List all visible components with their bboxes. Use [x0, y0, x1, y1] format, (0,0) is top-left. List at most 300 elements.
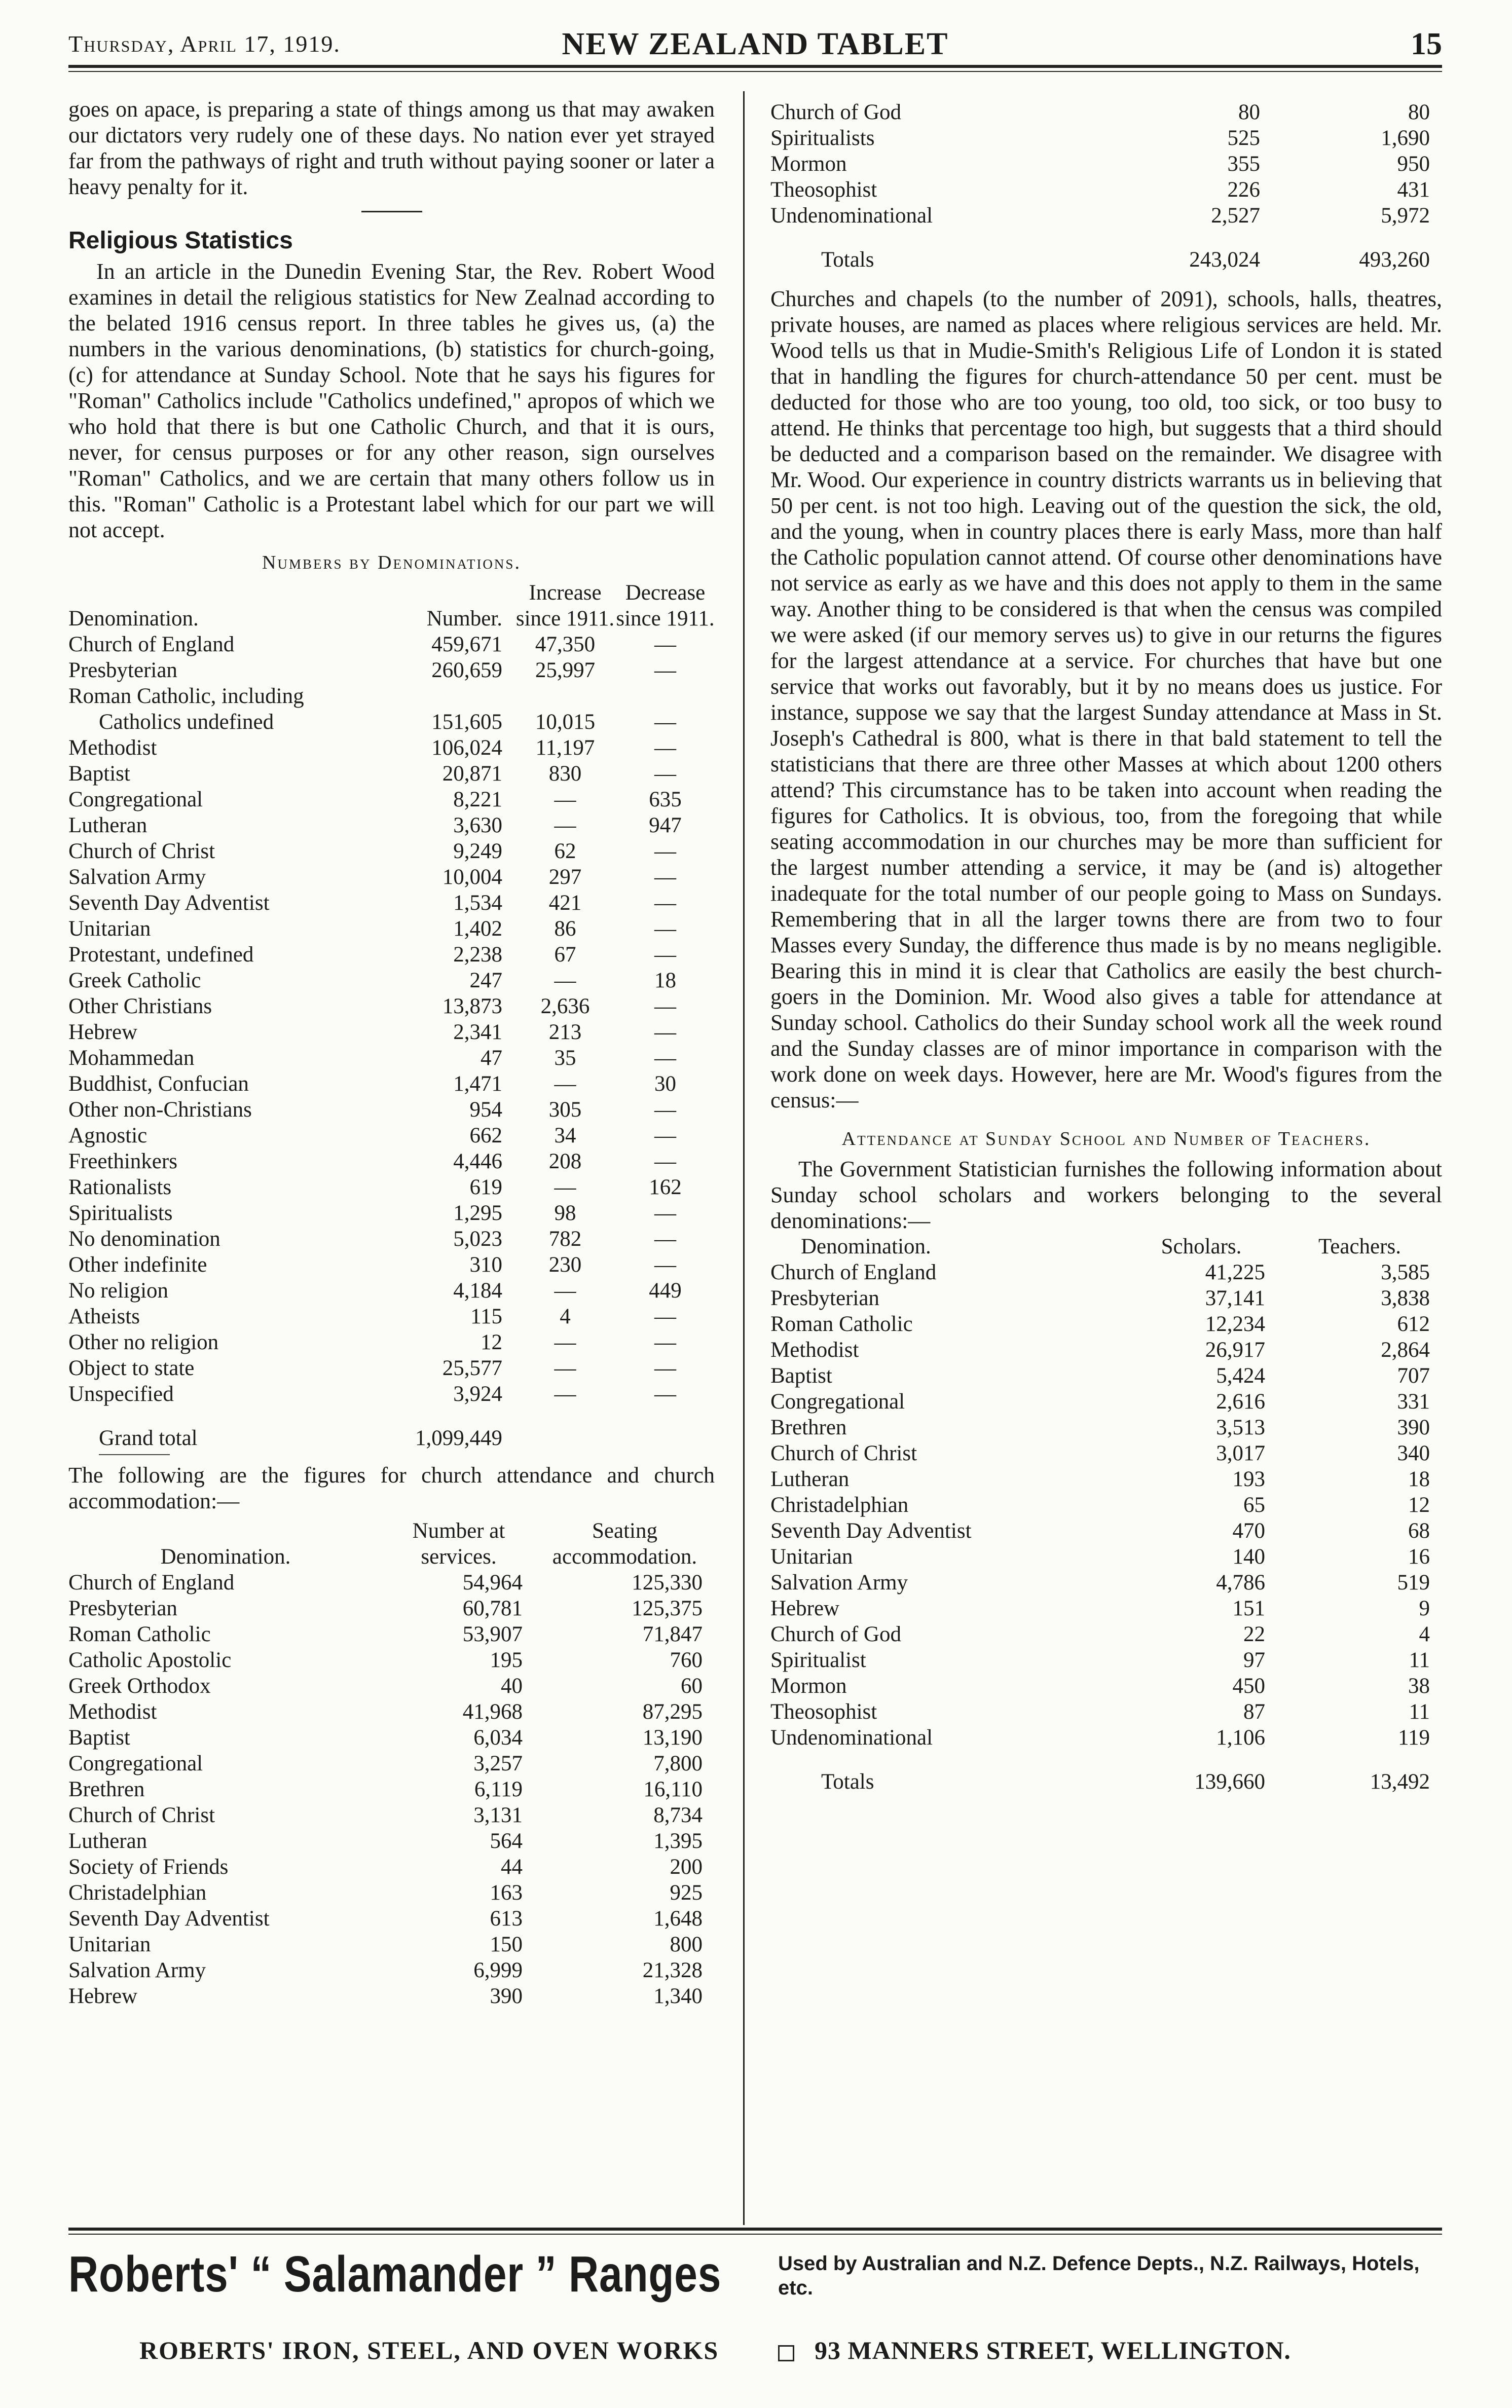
denomination-name: Salvation Army: [68, 1958, 206, 1982]
grand-total-value: 1,099,449: [415, 1426, 502, 1450]
decrease-value: 30: [654, 1072, 676, 1096]
advert-rule-top: [68, 2228, 1442, 2231]
decrease-value: —: [654, 1382, 676, 1406]
decrease-value: 162: [649, 1175, 682, 1199]
decrease-value: —: [654, 1305, 676, 1328]
decrease-value: —: [654, 1201, 676, 1225]
teachers-value: 11: [1409, 1648, 1430, 1672]
denomination-name: Church of God: [770, 1622, 901, 1646]
table-row: [68, 1647, 715, 1673]
denomination-number: 8,221: [453, 788, 502, 811]
decrease-value: —: [654, 710, 676, 734]
denomination-name: Seventh Day Adventist: [770, 1519, 972, 1543]
denomination-number: 1,534: [453, 891, 502, 915]
denomination-number: 5,023: [453, 1227, 502, 1251]
table-row: [770, 151, 1442, 177]
teachers-value: 612: [1397, 1312, 1430, 1336]
table-row: [68, 1019, 715, 1045]
section-divider: [361, 211, 422, 212]
teachers-value: 3,585: [1381, 1261, 1430, 1284]
increase-value: —: [554, 1356, 576, 1380]
denomination-name: Undenominational: [770, 204, 933, 228]
denomination-name: Seventh Day Adventist: [68, 1907, 270, 1931]
seating-value: 87,295: [642, 1700, 703, 1724]
services-value: 44: [501, 1855, 523, 1879]
denomination-name: Seventh Day Adventist: [68, 891, 270, 915]
denomination-number: 20,871: [442, 762, 502, 786]
table3-intro: The Government Statistician furnishes the following information about Sunday school scholars and workers belonging to the several denominations:—: [770, 1157, 1442, 1233]
scholars-value: 26,917: [1205, 1338, 1265, 1362]
scholars-value: 22: [1243, 1622, 1265, 1646]
increase-value: 208: [548, 1150, 582, 1173]
decrease-value: 947: [649, 813, 682, 837]
denomination-name: Greek Catholic: [68, 969, 201, 992]
decrease-value: —: [654, 1124, 676, 1147]
table-row: [68, 709, 715, 735]
services-value: 3,131: [473, 1803, 523, 1827]
seating-value: 8,734: [653, 1803, 703, 1827]
denomination-name: Brethren: [68, 1777, 145, 1801]
denomination-name: Hebrew: [68, 1020, 138, 1044]
table-row: [68, 1802, 715, 1828]
denomination-name: Undenominational: [770, 1726, 933, 1750]
denomination-name: Theosophist: [770, 178, 877, 202]
denomination-name: Freethinkers: [68, 1150, 177, 1173]
table-row: [68, 942, 715, 968]
right-column: [770, 99, 1442, 1795]
increase-value: 34: [554, 1124, 576, 1147]
scholars-value: 140: [1232, 1545, 1265, 1569]
table-row: [68, 657, 715, 683]
denomination-name: Roman Catholic: [770, 1312, 913, 1336]
seating-value: 71,847: [642, 1622, 703, 1646]
issue-date: Thursday, April 17, 1919.: [68, 31, 341, 57]
denomination-number: 1,471: [453, 1072, 502, 1096]
increase-value: 47,350: [535, 633, 596, 656]
denomination-number: 115: [470, 1305, 502, 1328]
increase-value: 62: [554, 839, 576, 863]
table-row: [68, 1200, 715, 1226]
denomination-name: Salvation Army: [770, 1571, 908, 1595]
denomination-name: Atheists: [68, 1305, 140, 1328]
scholars-value: 65: [1243, 1493, 1265, 1517]
services-value: 163: [490, 1881, 523, 1905]
header-rule: [68, 65, 1442, 68]
denomination-number: 12: [481, 1330, 502, 1354]
teachers-value: 4: [1419, 1622, 1430, 1646]
left-column: [68, 96, 715, 2009]
increase-value: 25,997: [535, 658, 596, 682]
services-value: 54,964: [462, 1571, 523, 1595]
teachers-value: 9: [1419, 1597, 1430, 1620]
services-value: 226: [1227, 178, 1260, 202]
teachers-value: 38: [1408, 1674, 1430, 1698]
table-row: [68, 1776, 715, 1802]
table-row: [770, 1544, 1442, 1570]
services-value: 40: [501, 1674, 523, 1698]
seating-value: 200: [670, 1855, 703, 1879]
denomination-name: Lutheran: [68, 813, 147, 837]
table2-intro: The following are the figures for church attendance and church accommodation:—: [68, 1463, 715, 1513]
table-row: [68, 1045, 715, 1071]
denomination-number: 1,402: [453, 917, 502, 941]
denomination-name: Other non-Christians: [68, 1098, 252, 1122]
increase-value: —: [554, 969, 576, 992]
denomination-number: 4,184: [453, 1279, 502, 1303]
denomination-number: [383, 683, 514, 709]
table-row: [770, 1699, 1442, 1725]
increase-value: —: [554, 1330, 576, 1354]
table3-caption: Attendance at Sunday School and Number of Teachers.: [841, 1128, 1371, 1150]
table-row: [68, 761, 715, 787]
denomination-name: Church of Christ: [68, 1803, 215, 1827]
scholars-value: 41,225: [1205, 1261, 1265, 1284]
services-value: 195: [490, 1648, 523, 1672]
increase-value: 10,015: [535, 710, 596, 734]
denomination-name: Unspecified: [68, 1382, 174, 1406]
col-header-services: Number at services.: [412, 1519, 505, 1569]
denomination-number: 954: [469, 1098, 502, 1122]
teachers-value: 340: [1397, 1441, 1430, 1465]
table-row: [68, 735, 715, 761]
col-header-denomination: Denomination.: [160, 1545, 291, 1569]
increase-value: —: [554, 1279, 576, 1303]
col-header-increase: Increase since 1911.: [515, 581, 615, 631]
table-row: [68, 1983, 715, 2009]
sunday-totals-scholars: 139,660: [1194, 1770, 1265, 1794]
attendance-table: [68, 1518, 715, 2009]
denomination-name: No denomination: [68, 1227, 220, 1251]
teachers-value: 119: [1398, 1726, 1430, 1750]
denomination-name: Hebrew: [770, 1597, 840, 1620]
decrease-value: —: [654, 1356, 676, 1380]
seating-value: 125,330: [632, 1571, 703, 1595]
denomination-name: Object to state: [68, 1356, 195, 1380]
increase-value: —: [554, 1072, 576, 1096]
col-header-denomination: Denomination.: [68, 607, 199, 631]
services-value: 613: [490, 1907, 523, 1931]
seating-value: 431: [1397, 178, 1430, 202]
seating-value: 21,328: [642, 1958, 703, 1982]
denomination-name: Rationalists: [68, 1175, 172, 1199]
seating-value: 925: [670, 1881, 703, 1905]
decrease-value: —: [654, 1227, 676, 1251]
seating-value: 16,110: [643, 1777, 703, 1801]
scholars-value: 3,017: [1216, 1441, 1265, 1465]
denomination-name: Lutheran: [68, 1829, 147, 1853]
increase-value: 297: [548, 865, 582, 889]
denomination-number: 47: [481, 1046, 502, 1070]
denomination-number: 1,295: [453, 1201, 502, 1225]
increase-value: —: [554, 1382, 576, 1406]
table-row: [68, 890, 715, 916]
decrease-value: —: [654, 633, 676, 656]
denomination-name: Methodist: [68, 1700, 157, 1724]
increase-value: 67: [554, 943, 576, 967]
services-value: 390: [490, 1984, 523, 2008]
increase-value: 213: [548, 1020, 582, 1044]
denomination-number: 3,924: [453, 1382, 502, 1406]
denomination-name: Spiritualists: [68, 1201, 173, 1225]
increase-value: 421: [548, 891, 582, 915]
attendance-totals-services: 243,024: [1189, 248, 1260, 272]
denomination-number: 4,446: [453, 1150, 502, 1173]
decrease-value: —: [654, 839, 676, 863]
services-value: 41,968: [462, 1700, 523, 1724]
table-row: [68, 1699, 715, 1725]
table-row: [68, 1751, 715, 1776]
table-row: [68, 1570, 715, 1596]
denomination-name: Hebrew: [68, 1984, 138, 2008]
page-number: 15: [1411, 27, 1442, 61]
advert-rule-top-thin: [68, 2234, 1442, 2235]
denomination-name: Church of Christ: [68, 839, 215, 863]
advertisement: [68, 2240, 1442, 2392]
denomination-name: Society of Friends: [68, 1855, 229, 1879]
increase-value: —: [554, 1175, 576, 1199]
decrease-value: —: [654, 1150, 676, 1173]
teachers-value: 12: [1408, 1493, 1430, 1517]
decrease-value: [616, 683, 715, 709]
table-row: [770, 1621, 1442, 1647]
table-row: [770, 1518, 1442, 1544]
table-row: [68, 1355, 715, 1381]
table-row: [68, 1906, 715, 1932]
advert-headline: Roberts' “ Salamander ” Ranges: [68, 2246, 722, 2303]
services-value: 53,907: [462, 1622, 523, 1646]
decrease-value: —: [654, 1253, 676, 1277]
services-value: 60,781: [462, 1597, 523, 1620]
header-rule-thin: [68, 71, 1442, 72]
teachers-value: 3,838: [1381, 1286, 1430, 1310]
table-row: [770, 1466, 1442, 1492]
article-paragraph: Churches and chapels (to the number of 2091), schools, halls, theatres, private houses, are named as places where religious services are held. Mr. Wood tells us that in Mudie-Smith's Religious Life of London it is stated that in handling the figures for church-attendance 50 per cent. must be deducted for those who are too young, too old, too sick, or too busy to attend. He thinks that percentage too high, but suggests that a third should be deducted and a comparison based on the remainder. We disagree with Mr. Wood. Our experience in country districts warrants us in believing that 50 per cent. is not too high. Leaving out of the question the sick, the old, and the young, when in country places there is early Mass, more than half the Catholic population cannot attend. Of course other denominations have not service as early as we have and this does not apply to them in the same way. Another thing to be considered is that when the census was compiled we were asked (if our memory serves us) to give in our returns the figures for the largest attendance at a service. For churches that have but one service that works out favorably, but it by no means does us justice. For instance, suppose we say that the largest Sunday attendance at Mass in St. Joseph's Cathedral is 800, what is there in that bald statement to tell the statisticians that there are three other Masses at which about 1200 others attend? This circumstance has to be taken into account when reading the figures for Catholics. It is obvious, too, from the foregoing that while seating accommodation in our churches may be more than sufficient for the largest number attending a service, it may be (and is) altogether inadequate for the total number of our people going to Mass on Sundays. Remembering that in all the larger towns there are from two to four Masses every Sunday, the difference thus made is by no means negligible. Bearing this in mind it is clear that Catholics are easily the best church-goers in the Dominion. Mr. Wood also gives a table for attendance at Sunday school. Catholics do their Sunday school work all the week round and the Sunday classes are of minor importance in comparison with the work done on week days. However, here are Mr. Wood's figures from the census:—: [770, 286, 1442, 1113]
sunday-school-table: [770, 1234, 1442, 1795]
scholars-value: 2,616: [1216, 1390, 1265, 1414]
table-row: [770, 1389, 1442, 1415]
seating-value: 125,375: [632, 1597, 703, 1620]
denomination-name: Salvation Army: [68, 865, 206, 889]
increase-value: 2,636: [540, 994, 590, 1018]
decrease-value: —: [654, 917, 676, 941]
table-row: [68, 1621, 715, 1647]
denomination-name: Roman Catholic, including: [68, 684, 304, 708]
denomination-name: Other no religion: [68, 1330, 219, 1354]
table-row: [770, 1311, 1442, 1337]
teachers-value: 68: [1408, 1519, 1430, 1543]
article-paragraph: In an article in the Dunedin Evening Star, the Rev. Robert Wood examines in detail the religious statistics for New Zealnad according to the belated 1916 census report. In three tables he gives us, (a) the numbers in the various denominations, (b) statistics for church-going, (c) for attendance at Sunday School. Note that he says his figures for "Roman" Catholics include "Catholics undefined," apropos of which we who hold that there is but one Catholic Church, and that it is ours, never, for census purposes or for any other reason, sign ourselves "Roman" Catholics, and we are certain that many others follow us in this. "Roman" Catholic is a Protestant label which for our part we will not accept.: [68, 259, 715, 542]
denomination-number: 151,605: [431, 710, 502, 734]
denomination-name: Greek Orthodox: [68, 1674, 211, 1698]
denomination-name: Brethren: [770, 1416, 847, 1439]
sunday-totals-teachers: 13,492: [1370, 1770, 1430, 1794]
denomination-number: 459,671: [431, 633, 502, 656]
denomination-name: Congregational: [68, 1752, 203, 1775]
decrease-value: —: [654, 1098, 676, 1122]
advert-address: 93 MANNERS STREET, WELLINGTON.: [778, 2336, 1291, 2365]
scholars-value: 97: [1243, 1648, 1265, 1672]
table-row: [770, 1337, 1442, 1363]
denomination-name: Catholics undefined: [99, 710, 274, 734]
table-row: [68, 1854, 715, 1880]
seating-value: 950: [1397, 152, 1430, 176]
teachers-value: 707: [1397, 1364, 1430, 1388]
denomination-number: 9,249: [453, 839, 502, 863]
table-row: [770, 1725, 1442, 1751]
decrease-value: —: [654, 891, 676, 915]
scholars-value: 5,424: [1216, 1364, 1265, 1388]
seating-value: 7,800: [653, 1752, 703, 1775]
scholars-value: 37,141: [1205, 1286, 1265, 1310]
masthead-title: NEW ZEALAND TABLET: [562, 27, 949, 61]
table-row: [68, 1880, 715, 1906]
col-header-number: Number.: [426, 607, 502, 631]
table-row: [68, 1932, 715, 1957]
intro-paragraph: goes on apace, is preparing a state of things among us that may awaken our dictators very rudely one of these days. No nation ever yet strayed far from the pathways of right and truth without paying sooner or later a heavy penalty for it.: [68, 97, 715, 199]
denomination-name: Other Christians: [68, 994, 212, 1018]
denomination-name: Unitarian: [68, 1933, 151, 1956]
page-header: [68, 26, 1442, 62]
denomination-name: Congregational: [770, 1390, 905, 1414]
table-row: [770, 1440, 1442, 1466]
table-row: [68, 1252, 715, 1278]
table-row: [68, 1071, 715, 1097]
decrease-value: —: [654, 994, 676, 1018]
denomination-name: No religion: [68, 1279, 169, 1303]
table-row: [770, 1673, 1442, 1699]
denomination-number: 3,630: [453, 813, 502, 837]
services-value: 150: [490, 1933, 523, 1956]
denomination-name: Spiritualist: [770, 1648, 866, 1672]
table1-divider: [99, 1454, 170, 1455]
denomination-name: Church of God: [770, 100, 901, 124]
denomination-number: 310: [469, 1253, 502, 1277]
teachers-value: 11: [1409, 1700, 1430, 1724]
teachers-value: 16: [1408, 1545, 1430, 1569]
decrease-value: —: [654, 1046, 676, 1070]
denomination-name: Baptist: [68, 1726, 130, 1750]
scholars-value: 87: [1243, 1700, 1265, 1724]
services-value: 355: [1227, 152, 1260, 176]
decrease-value: —: [654, 762, 676, 786]
denomination-number: 13,873: [442, 994, 502, 1018]
decrease-value: —: [654, 1330, 676, 1354]
column-divider: [743, 91, 745, 2225]
table-row: [68, 683, 715, 709]
services-value: 564: [490, 1829, 523, 1853]
table-row: [68, 1329, 715, 1355]
table-row: [770, 1647, 1442, 1673]
increase-value: 782: [548, 1227, 582, 1251]
increase-value: 230: [548, 1253, 582, 1277]
table1-caption: Numbers by Denominations.: [262, 552, 521, 573]
decrease-value: —: [654, 1020, 676, 1044]
teachers-value: 2,864: [1381, 1338, 1430, 1362]
denomination-name: Theosophist: [770, 1700, 877, 1724]
denomination-name: Presbyterian: [770, 1286, 879, 1310]
services-value: 6,119: [474, 1777, 523, 1801]
table-row: [68, 1596, 715, 1621]
teachers-value: 390: [1397, 1416, 1430, 1439]
denomination-number: 662: [469, 1124, 502, 1147]
table-row: [770, 1363, 1442, 1389]
increase-value: 11,197: [535, 736, 595, 760]
seating-value: 760: [670, 1648, 703, 1672]
denomination-number: 2,341: [453, 1020, 502, 1044]
decrease-value: 449: [649, 1279, 682, 1303]
denomination-name: Catholic Apostolic: [68, 1648, 232, 1672]
services-value: 525: [1227, 126, 1260, 150]
increase-value: —: [554, 813, 576, 837]
denomination-number: 247: [469, 969, 502, 992]
services-value: 6,034: [473, 1726, 523, 1750]
denomination-name: Mormon: [770, 152, 847, 176]
grand-total-label: Grand total: [99, 1426, 198, 1450]
table-row: [68, 812, 715, 838]
denomination-name: Baptist: [770, 1364, 832, 1388]
denomination-name: Protestant, undefined: [68, 943, 254, 967]
denomination-number: 619: [469, 1175, 502, 1199]
denomination-number: 260,659: [431, 658, 502, 682]
teachers-value: 519: [1397, 1571, 1430, 1595]
increase-value: 98: [554, 1201, 576, 1225]
denomination-name: Church of England: [770, 1261, 937, 1284]
advert-note: Used by Australian and N.Z. Defence Depts., N.Z. Railways, Hotels, etc.: [778, 2252, 1420, 2299]
table-row: [68, 1123, 715, 1149]
denomination-name: Buddhist, Confucian: [68, 1072, 249, 1096]
denomination-name: Mohammedan: [68, 1046, 195, 1070]
table-row: [68, 1725, 715, 1751]
increase-value: 4: [560, 1305, 571, 1328]
seating-value: 80: [1408, 100, 1430, 124]
denomination-name: Spiritualists: [770, 126, 875, 150]
col-header-denomination: Denomination.: [801, 1235, 931, 1258]
denomination-number: 10,004: [442, 865, 502, 889]
attendance-totals-label: Totals: [821, 248, 874, 272]
scholars-value: 470: [1232, 1519, 1265, 1543]
table-row: [770, 1285, 1442, 1311]
col-header-decrease: Decrease since 1911.: [616, 581, 715, 631]
seating-value: 13,190: [642, 1726, 703, 1750]
table-row: [68, 1226, 715, 1252]
scholars-value: 450: [1232, 1674, 1265, 1698]
table-row: [770, 1596, 1442, 1621]
denomination-name: Presbyterian: [68, 658, 177, 682]
denomination-name: Mormon: [770, 1674, 847, 1698]
table-row: [68, 1174, 715, 1200]
denomination-name: Church of England: [68, 633, 235, 656]
increase-value: 830: [548, 762, 582, 786]
seating-value: 1,648: [653, 1907, 703, 1931]
col-header-seating: Seating accommodation.: [552, 1519, 697, 1569]
table-row: [770, 1570, 1442, 1596]
table-row: [68, 1304, 715, 1329]
table-row: [68, 1149, 715, 1174]
decrease-value: —: [654, 865, 676, 889]
table-row: [770, 1492, 1442, 1518]
table-row: [68, 787, 715, 812]
table-row: [770, 1415, 1442, 1440]
col-header-scholars: Scholars.: [1161, 1235, 1242, 1258]
section-heading: Religious Statistics: [68, 227, 293, 254]
denomination-name: Church of England: [68, 1571, 235, 1595]
denomination-name: Congregational: [68, 788, 203, 811]
denomination-number: 25,577: [442, 1356, 502, 1380]
table-row: [68, 1673, 715, 1699]
table-row: [68, 993, 715, 1019]
table-row: [770, 177, 1442, 203]
denomination-name: Unitarian: [68, 917, 151, 941]
